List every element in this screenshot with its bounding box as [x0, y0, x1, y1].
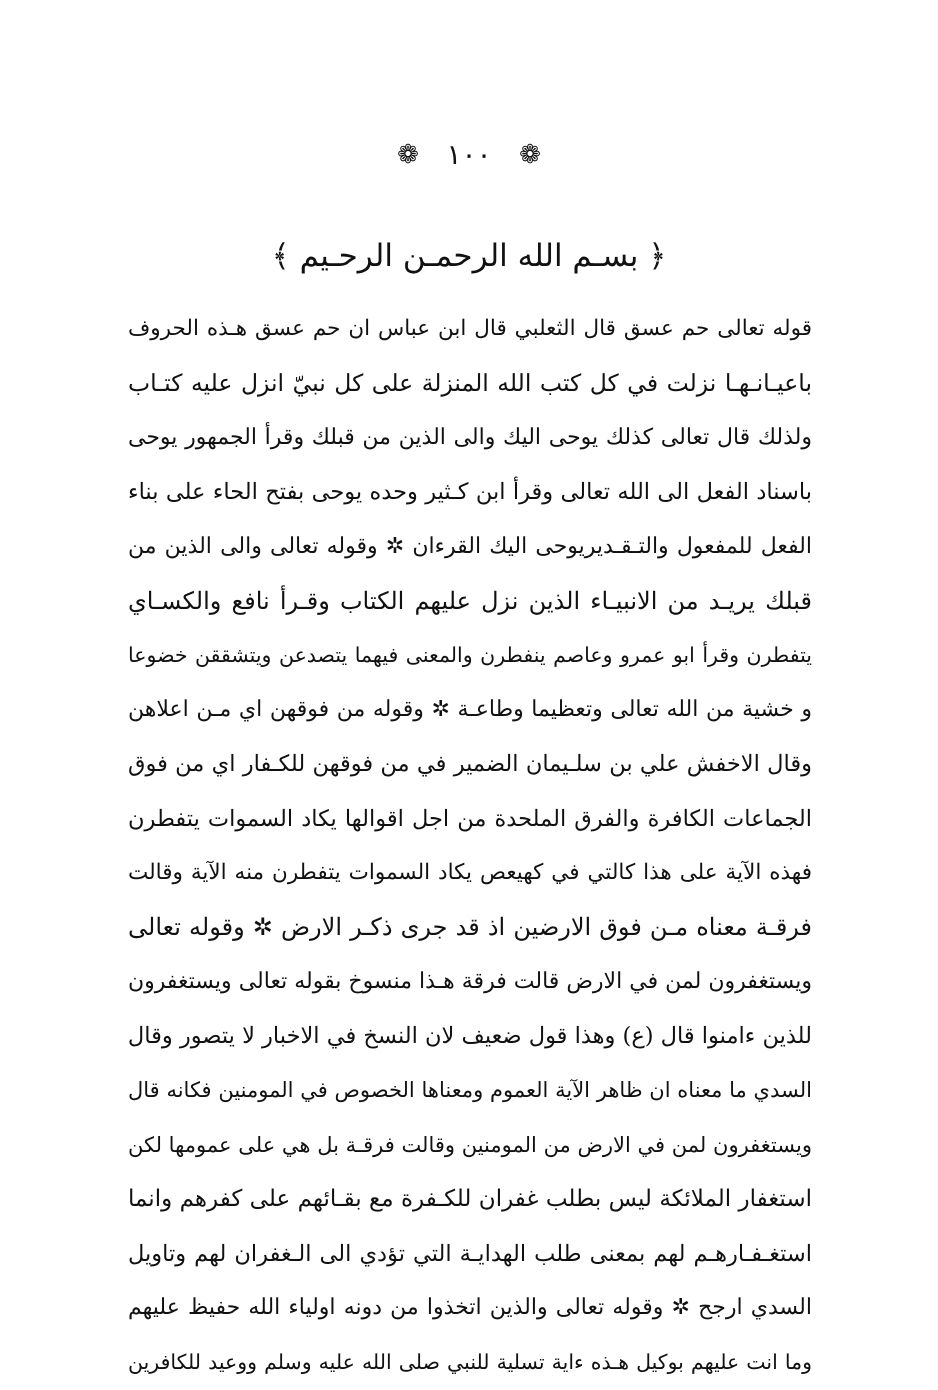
body-text [128, 302, 812, 1390]
text-line: السدي ما معناه ان ظاهر الآية العموم ومعناها الخصوص في المومنين فكانه قال [128, 1078, 812, 1103]
ornament-left-icon: ❁ [397, 140, 419, 170]
text-line: باعيـانـهـا نزلت في كل كتب الله المنزلة على كل نبيّ انزل عليه كتـاب [128, 369, 812, 398]
text-line: يتفطرن وقرأ ابو عمرو وعاصم ينفطرن والمعنى فيهما يتصدعن ويتشققن خضوعا [128, 643, 812, 668]
text-line: للذين ءامنوا قال (ع) وهذا قول ضعيف لان النسخ في الاخبار لا يتصور وقال [128, 1023, 812, 1050]
text-line: السدي ارجح ✲ وقوله تعالى والذين اتخذوا من دونه اولياء الله حفيظ عليهم [128, 1295, 812, 1321]
text-line: و خشية من الله تعالى وتعظيما وطاعـة ✲ وقوله من فوقهن اي مـن اعلاهن [128, 696, 812, 722]
text-line: وما انت عليهم بوكيل هـذه ءاية تسلية للنبي صلى الله عليه وسلم ووعيد للكافرين [128, 1350, 812, 1375]
text-line: ولذلك قال تعالى كذلك يوحى اليك والى الذين من قبلك وقرأ الجمهور يوحى [128, 424, 812, 450]
text-line: الفعل للمفعول والتـقـديريوحى اليك القرءان ✲ وقوله تعالى والى الذين من [128, 533, 812, 559]
text-line: استغفار الملائكة ليس بطلب غفران للكـفرة مع بقـائهم على كفرهم وانما [128, 1186, 812, 1213]
text-line: استغـفـارهـم لهم بمعنى طلب الهدايـة التي تؤدي الى الـغفران لهم وتاويل [128, 1240, 812, 1267]
text-line: ويستغفرون لمن في الارض من المومنين وقالت فرقـة بل هي على عمومها لكن [128, 1132, 812, 1157]
text-line: باسناد الفعل الى الله تعالى وقرأ ابن كـثير وحده يوحى بفتح الحاء على بناء [128, 479, 812, 506]
text-line: قوله تعالى حم عسق قال الثعلبي قال ابن عباس ان حم عسق هـذه الحروف [128, 316, 812, 341]
text-line: وقال الاخفش علي بن سلـيمان الضمير في من فوقهن للكـفار اي من فوق [128, 751, 812, 778]
ornament-right-icon: ❁ [519, 140, 541, 170]
page-header [0, 132, 938, 177]
basmala-heading: ﴿ بسـم الله الرحمـن الرحـيم ﴾ [271, 238, 667, 274]
text-line: قبلك يريـد من الانبيـاء الذين نزل عليهم الكتاب وقـرأ نافع والكسـاي [128, 586, 812, 615]
page-number: ١٠٠ [446, 138, 492, 171]
text-line: الجماعات الكافرة والفرق الملحدة من اجل اقوالها يكاد السموات يتفطرن [128, 805, 812, 832]
text-line: ويستغفرون لمن في الارض قالت فرقة هـذا منسوخ بقوله تعالى ويستغفرون [128, 968, 812, 994]
text-line: فهذه الآية على هذا كالتي في كهيعص يكاد السموات يتفطرن منه الآية وقالت [128, 859, 812, 885]
text-line: فرقـة معناه مـن فوق الارضين اذ قد جرى ذكـر الارض ✲ وقوله تعالى [128, 913, 812, 942]
